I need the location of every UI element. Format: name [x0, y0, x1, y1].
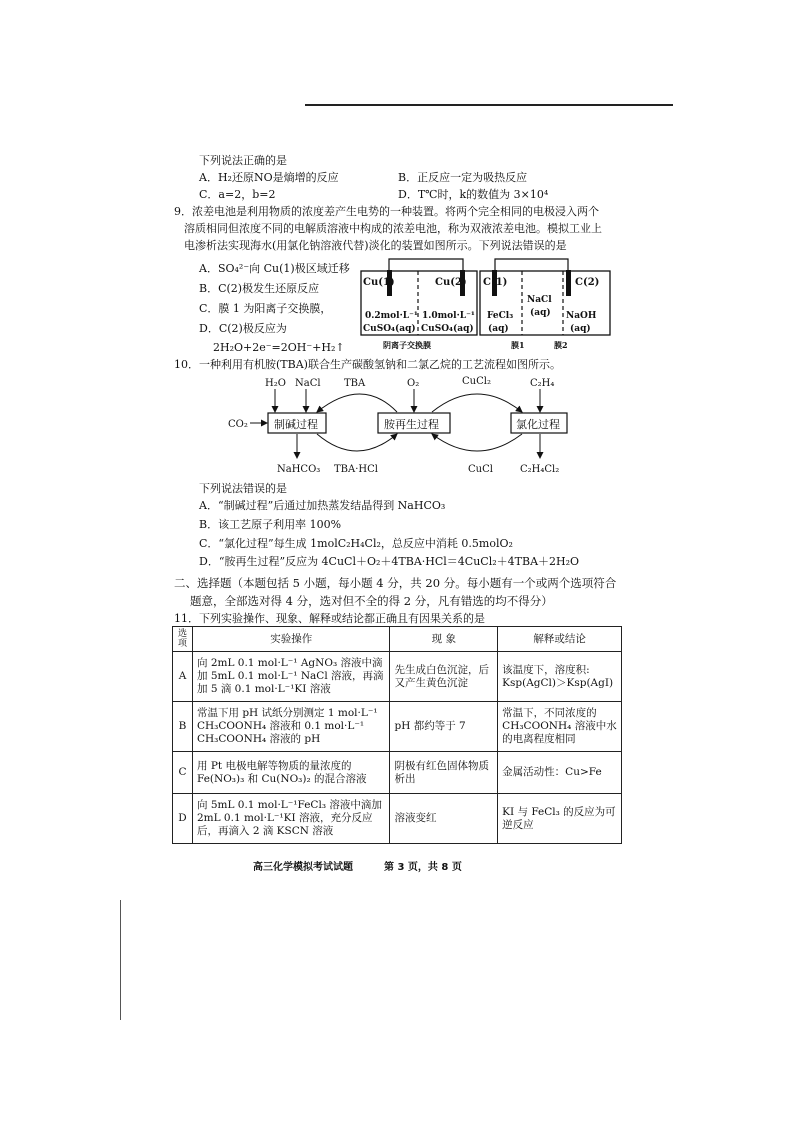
- box-chlorination-label: 氯化过程: [516, 418, 560, 431]
- row-phenomenon: 阴极有红色固体物质析出: [390, 752, 498, 794]
- row-conclusion: KI 与 FeCl₃ 的反应为可逆反应: [498, 794, 622, 844]
- concentration-cell-figure: [355, 255, 617, 355]
- label-c2h4: C₂H₄: [530, 378, 555, 389]
- footer-page-number: 第 3 页，共 8 页: [384, 862, 462, 873]
- wire-right: [495, 259, 568, 270]
- label-c1: C(1): [483, 277, 508, 288]
- label-c2: C(2): [575, 277, 600, 288]
- q9-option-d-equation: 2H₂O+2e⁻=2OH⁻+H₂↑: [213, 341, 345, 354]
- label-naoh: NaOH: [566, 311, 597, 321]
- label-h2o: H₂O: [265, 378, 286, 389]
- row-phenomenon: 溶液变红: [390, 794, 498, 844]
- row-operation: 向 2mL 0.1 mol·L⁻¹ AgNO₃ 溶液中滴加 5mL 0.1 mol·L⁻¹ NaCl 溶液，再滴加 5 滴 0.1 mol·L⁻¹KI 溶液: [192, 652, 390, 702]
- box-alkali-label: 制碱过程: [274, 418, 318, 431]
- label-cucl: CuCl: [468, 464, 493, 475]
- q8-option-d: D．T℃时，k的数值为 3×10⁴: [398, 188, 549, 201]
- q8-option-b: B．正反应一定为吸热反应: [398, 171, 528, 184]
- row-conclusion: 金属活动性：Cu>Fe: [498, 752, 622, 794]
- q8-intro: 下列说法正确的是: [199, 154, 287, 167]
- row-operation: 向 5mL 0.1 mol·L⁻¹FeCl₃ 溶液中滴加 2mL 0.1 mol·L⁻¹KI 溶液，充分反应后，再滴入 2 滴 KSCN 溶液: [192, 794, 390, 844]
- q10-option-d: D．“胺再生过程”反应为 4CuCl＋O₂＋4TBA·HCl＝4CuCl₂＋4TBA＋2H₂O: [199, 555, 580, 568]
- label-cu1: Cu(1): [363, 277, 395, 288]
- label-anion-membrane: 阴离子交换膜: [383, 340, 431, 350]
- row-option: A: [173, 652, 193, 702]
- q11-stem: 11．下列实验操作、现象、解释或结论都正确且有因果关系的是: [174, 612, 485, 625]
- q10-option-a: A．“制碱过程”后通过加热蒸发结晶得到 NaHCO₃: [199, 499, 446, 512]
- section-2-heading-2: 题意，全部选对得 4 分，选对但不全的得 2 分，凡有错选的均不得分）: [190, 594, 553, 608]
- header-operation: 实验操作: [192, 627, 390, 652]
- row-option: B: [173, 702, 193, 752]
- label-aq1: (aq): [488, 324, 509, 334]
- q10-intro: 下列说法错误的是: [199, 482, 287, 495]
- label-aq3: (aq): [570, 324, 591, 334]
- label-o2: O₂: [407, 378, 420, 389]
- top-rule: [305, 104, 673, 106]
- row-operation: 常温下用 pH 试纸分别测定 1 mol·L⁻¹ CH₃COONH₄ 溶液和 0.1 mol·L⁻¹ CH₃COONH₄ 溶液的 pH: [192, 702, 390, 752]
- label-nacl-input: NaCl: [295, 378, 321, 389]
- label-sol2: CuSO₄(aq): [421, 324, 474, 334]
- wire-left: [389, 259, 463, 270]
- label-membrane-2: 膜2: [554, 340, 568, 350]
- header-phenomenon: 现 象: [390, 627, 498, 652]
- label-tba: TBA: [344, 378, 366, 389]
- row-phenomenon: pH 都约等于 7: [390, 702, 498, 752]
- header-conclusion: 解释或结论: [498, 627, 622, 652]
- row-conclusion: 常温下，不同浓度的 CH₃COONH₄ 溶液中水的电离程度相同: [498, 702, 622, 752]
- process-flow-diagram: [222, 372, 602, 480]
- q8-option-c: C．a=2，b=2: [199, 188, 276, 201]
- q9-option-c: C．膜 1 为阳离子交换膜，: [199, 302, 332, 315]
- row-operation: 用 Pt 电极电解等物质的量浓度的 Fe(NO₃)₃ 和 Cu(NO₃)₂ 的混合溶液: [192, 752, 390, 794]
- box-amine-label: 胺再生过程: [384, 418, 439, 431]
- table-row: [173, 652, 622, 702]
- label-nahco3: NaHCO₃: [277, 464, 321, 475]
- table-row: [173, 794, 622, 844]
- label-c2h4cl2: C₂H₄Cl₂: [520, 464, 560, 475]
- label-tba-hcl: TBA·HCl: [334, 464, 378, 475]
- q10-option-c: C．“氯化过程”每生成 1molC₂H₄Cl₂，总反应中消耗 0.5molO₂: [199, 537, 513, 550]
- label-conc2: 1.0mol·L⁻¹: [422, 311, 475, 321]
- q11-experiment-table: [172, 626, 622, 844]
- q10-option-b: B．该工艺原子利用率 100%: [199, 518, 342, 531]
- q9-stem-1: 9．浓差电池是利用物质的浓度差产生电势的一种装置。将两个完全相同的电极浸入两个: [174, 205, 599, 218]
- label-sol1: CuSO₄(aq): [363, 324, 416, 334]
- label-co2: CO₂: [228, 419, 248, 430]
- electrode-c2: [566, 270, 571, 296]
- row-conclusion: 该温度下，溶度积: Ksp(AgCl)＞Ksp(AgI): [498, 652, 622, 702]
- label-aq2: (aq): [530, 308, 551, 318]
- q8-option-a: A．H₂还原NO是熵增的反应: [199, 171, 339, 184]
- q9-stem-3: 电渗析法实现海水(用氯化钠溶液代替)淡化的装置如图所示。下列说法错误的是: [184, 239, 567, 252]
- q9-option-d: D．C(2)极反应为: [199, 322, 287, 335]
- footer-title: 高三化学模拟考试试题: [253, 862, 353, 873]
- header-option: 选项: [173, 627, 193, 652]
- q10-stem: 10．一种利用有机胺(TBA)联合生产碳酸氢钠和二氯乙烷的工艺流程如图所示。: [174, 358, 561, 371]
- label-nacl: NaCl: [527, 295, 552, 305]
- label-membrane-1: 膜1: [511, 340, 525, 350]
- label-conc1: 0.2mol·L⁻¹: [365, 311, 418, 321]
- row-option: C: [173, 752, 193, 794]
- label-cucl2: CuCl₂: [462, 376, 491, 387]
- row-phenomenon: 先生成白色沉淀，后又产生黄色沉淀: [390, 652, 498, 702]
- section-2-heading-1: 二、选择题（本题包括 5 小题，每小题 4 分，共 20 分。每小题有一个或两个选项符合: [174, 576, 617, 590]
- q9-stem-2: 溶质相同但浓度不同的电解质溶液中构成的浓差电池，称为双液浓差电池。模拟工业上: [184, 222, 602, 235]
- q9-option-a: A．SO₄²⁻向 Cu(1)极区域迁移: [199, 262, 350, 275]
- label-cu2: Cu(2): [435, 277, 467, 288]
- q9-option-b: B．C(2)极发生还原反应: [199, 282, 320, 295]
- scan-edge-line: [120, 900, 121, 1020]
- label-fecl3: FeCl₃: [487, 311, 514, 321]
- table-header-row: [173, 627, 622, 652]
- row-option: D: [173, 794, 193, 844]
- table-row: [173, 702, 622, 752]
- table-row: [173, 752, 622, 794]
